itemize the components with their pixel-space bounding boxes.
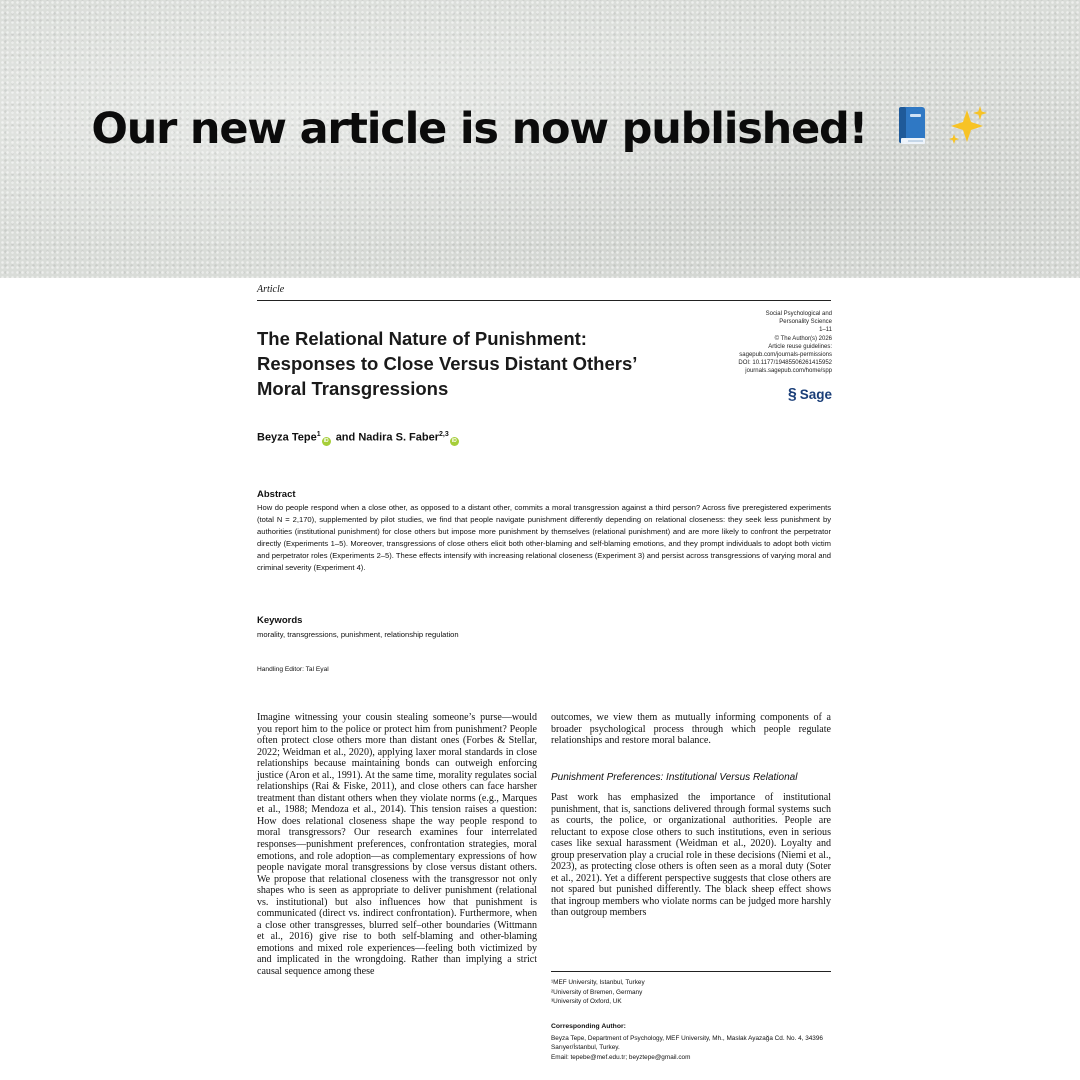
journal-info-line: journals.sagepub.com/home/spp bbox=[745, 368, 832, 375]
journal-info-line: DOI: 10.1177/19485506261415952 bbox=[738, 360, 832, 367]
body-column-left: Imagine witnessing your cousin stealing someone’s purse—would you report him to the police or protect him from punishment? People often protect close others more than distant ones (Forbes & Stellar, 2022; Weidman et al., 2020), applying laxer moral standards in close relationships because maintaining bonds can outweigh enforcing justice (Aron et al., 1991). At the same time, morality regulates social relationships (Rai & Fiske, 2011), and close others can face harsher treatment than distant others when they violate norms (e.g., Marques et al., 1988; Mendoza et al., 2014). This tension raises a question: How does relational closeness shape the way people respond to moral transgressors? Our research examines four interrelated responses—punishment preferences, confrontation strategies, moral emotions, and role adoption—as complementary expressions of how people navigate moral transgressions by close versus distant others. We propose that relational closeness with the transgressor not only shapes who is seen as appropriate to deliver punishment (relational vs. institutional) but also influences how that punishment is communicated (direct vs. indirect confrontation). Furthermore, when a close other transgresses, blurred self–other boundaries (Wittmann et al., 2016) give rise to both self-blaming and other-blaming emotions and mixed role experiences—feeling both victimized by and implicated in the wrongdoing. Rather than implying a strict causal sequence among these bbox=[257, 712, 537, 978]
keywords-heading: Keywords bbox=[257, 615, 303, 626]
sparkles-icon bbox=[945, 104, 989, 159]
footnote-rule bbox=[551, 971, 831, 972]
author-line bbox=[257, 431, 461, 446]
journal-info-line: sagepub.com/journals-permissions bbox=[739, 352, 832, 359]
author-joiner: and bbox=[335, 431, 356, 444]
body-column-right-section: Past work has emphasized the importance of institutional punishment, that is, sanctions delivered through formal systems such as courts, the police, or organizational authorities. People are reluctant to expose close others to such institutions, even in serious cases like sexual harassment (Weidman et al., 2020). Loyalty and group preservation play a crucial role in these decisions (Niemi et al., 2023), as protecting close others is often seen as a moral duty (Soter et al., 2021). Yet a different perspective suggests that close others are not spared but punished differently. The black sheep effect shows that ingroup members who violate norms can be judged more harshly than outgroup members bbox=[551, 792, 831, 919]
publisher-logo bbox=[788, 386, 832, 404]
announcement-banner bbox=[0, 0, 1080, 278]
headline bbox=[0, 104, 1080, 159]
headline-text: Our new article is now published! bbox=[91, 104, 868, 154]
publisher-name: Sage bbox=[799, 387, 832, 402]
keywords-text: morality, transgressions, punishment, relationship regulation bbox=[257, 630, 459, 639]
corresponding-email[interactable]: Email: tepebe@mef.edu.tr; beyztepe@gmail.com bbox=[551, 1053, 691, 1061]
journal-info-line: 1–11 bbox=[819, 327, 832, 334]
journal-info-line: Personality Science bbox=[779, 319, 832, 326]
journal-info-line: © The Author(s) 2026 bbox=[774, 335, 832, 342]
affiliations bbox=[551, 978, 645, 1007]
author-name: Beyza Tepe bbox=[257, 431, 317, 444]
journal-info bbox=[652, 310, 832, 376]
abstract-text: How do people respond when a close other, as opposed to a distant other, commits a moral transgression against a third person? Across five preregistered experiments (total N = 2,170), supplemented by pilot studies, we find that people navigate punishment differently depending on relational closeness: they seek less punishment by authorities (institutional punishment) for close others but impose more punishment by themselves (relational punishment) and are more likely to confront the perpetrator directly (Experiments 1–5). Moreover, transgressions of close others elicit both other-blaming and self-blaming emotions, and they prompt individuals to adopt both victim and perpetrator roles (Experiments 2–5). These effects intensify with increasing relational closeness (Experiment 3) and persist across transgressions of varying moral and criminal severity (Experiment 4). bbox=[257, 503, 831, 572]
section-heading: Punishment Preferences: Institutional Versus Relational bbox=[551, 772, 798, 783]
affiliation: ¹MEF University, Istanbul, Turkey bbox=[551, 979, 645, 986]
author-affiliation-number: 2,3 bbox=[439, 431, 449, 438]
handling-editor: Handling Editor: Tal Eyal bbox=[257, 666, 329, 673]
blue-book-icon bbox=[895, 105, 929, 158]
corresponding-author bbox=[551, 1034, 833, 1062]
affiliation: ²University of Bremen, Germany bbox=[551, 988, 643, 996]
abstract-heading: Abstract bbox=[257, 489, 296, 500]
orcid-icon[interactable]: iD bbox=[323, 437, 329, 444]
affiliation: ³University of Oxford, UK bbox=[551, 998, 622, 1006]
sage-s-icon: § bbox=[787, 386, 797, 403]
article-first-page bbox=[0, 278, 1080, 1080]
orcid-icon[interactable]: iD bbox=[451, 437, 457, 444]
article-title: The Relational Nature of Punishment: Responses to Close Versus Distant Others’ Moral Transgressions bbox=[257, 328, 637, 399]
corresponding-address: Beyza Tepe, Department of Psychology, MEF University, Mh., Maslak Ayazağa Cd. No. 4, 34396 Sarıyer/İstanbul, Turkey. bbox=[551, 1035, 823, 1052]
author-name: Nadira S. Faber bbox=[358, 431, 440, 444]
author-affiliation-number: 1 bbox=[316, 431, 321, 438]
journal-info-line: Social Psychological and bbox=[765, 311, 832, 317]
body-column-right-top: outcomes, we view them as mutually informing components of a broader psychological process through which people regulate relationships and restore moral balance. bbox=[551, 712, 831, 747]
journal-info-line: Article reuse guidelines: bbox=[768, 343, 832, 350]
corresponding-heading: Corresponding Author: bbox=[551, 1023, 626, 1030]
article-type-label: Article bbox=[257, 284, 285, 295]
header-rule bbox=[257, 300, 831, 301]
